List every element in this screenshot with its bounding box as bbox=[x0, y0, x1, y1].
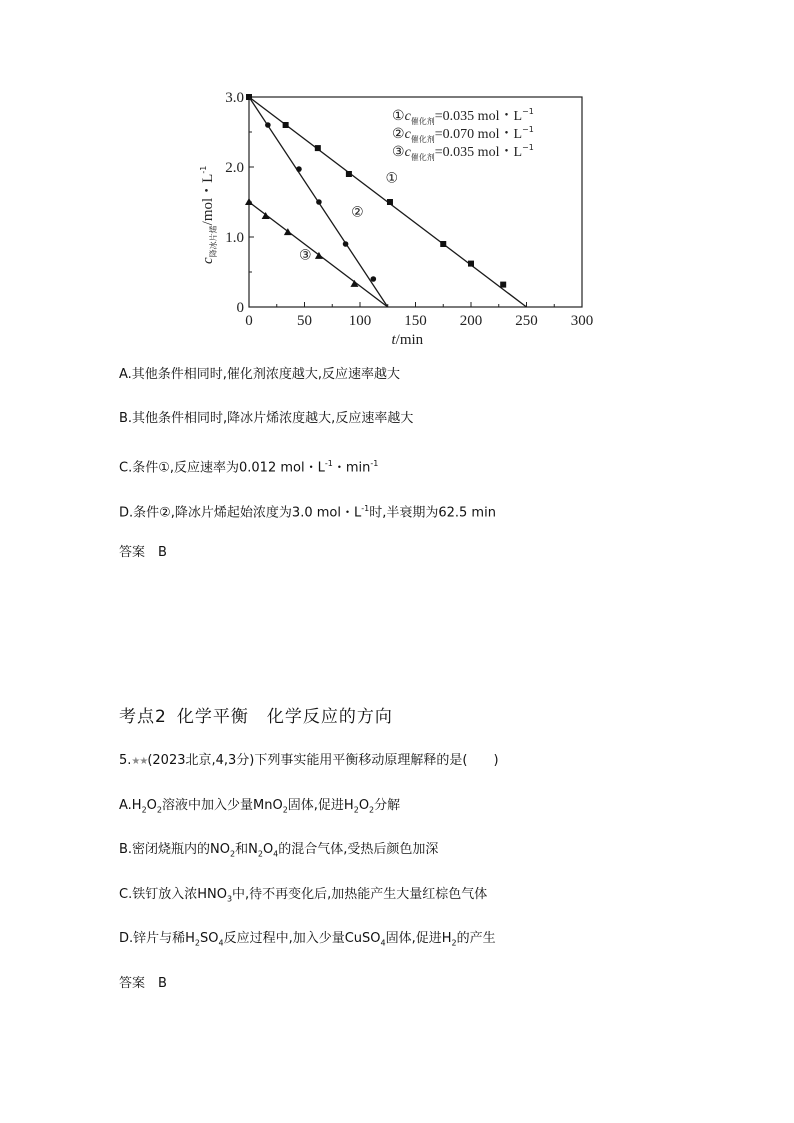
q5c-t2: 中,待不再变化后,加热能产生大量红棕色气体 bbox=[232, 887, 488, 902]
curve-label: ② bbox=[351, 205, 364, 221]
question-5 bbox=[119, 752, 499, 771]
kinetics-chart bbox=[195, 88, 615, 350]
square-marker bbox=[440, 241, 446, 247]
circle-marker bbox=[371, 276, 377, 282]
q5d-s4: 2 bbox=[451, 938, 457, 948]
q5c-s1: 3 bbox=[226, 894, 233, 904]
y-tick-label: 3.0 bbox=[225, 90, 244, 106]
square-marker bbox=[283, 122, 289, 128]
curve-label: ③ bbox=[298, 248, 312, 264]
q5b-t3: O bbox=[262, 842, 274, 857]
option-c bbox=[119, 455, 378, 477]
x-tick-label: 150 bbox=[404, 313, 427, 329]
question-number: 5. bbox=[119, 753, 132, 768]
q5d-s3: 4 bbox=[380, 938, 386, 948]
section-label: 考点2 bbox=[119, 707, 167, 727]
option-d-post: 时,半衰期为62.5 min bbox=[369, 505, 496, 521]
answer-1: 答案 B bbox=[119, 545, 167, 560]
question-text: (2023北京,4,3分)下列事实能用平衡移动原理解释的是( ) bbox=[147, 753, 499, 768]
x-tick-label: 300 bbox=[570, 313, 594, 329]
chart-svg bbox=[195, 88, 615, 350]
option-d-text: D.条件②,降冰片烯起始浓度为3.0 mol・L bbox=[119, 505, 362, 521]
option-b: B.其他条件相同时,降冰片烯浓度越大,反应速率越大 bbox=[119, 411, 414, 426]
q5a-s1: 2 bbox=[141, 805, 147, 815]
circle-marker bbox=[265, 122, 271, 128]
q5b-t2: 和N bbox=[235, 842, 258, 857]
q5d-t1: D.锌片与稀H bbox=[119, 931, 195, 946]
q5c-t1: C.铁钉放入浓HNO bbox=[119, 887, 227, 902]
q5-option-c bbox=[119, 886, 487, 909]
q5a-s3: 2 bbox=[282, 805, 288, 815]
q5a-t1: A.H bbox=[119, 798, 142, 813]
section-heading bbox=[119, 702, 403, 727]
q5a-s4: 2 bbox=[353, 805, 359, 815]
square-marker bbox=[387, 199, 393, 205]
x-tick-label: 200 bbox=[459, 313, 483, 329]
legend-entry: $②c_{催化剂}=0.070$ mol・$L^{-1}$ bbox=[392, 125, 534, 144]
q5b-s3: 4 bbox=[273, 849, 279, 859]
q5d-t4: 固体,促进H bbox=[385, 931, 452, 946]
y-tick-label: 0 bbox=[236, 300, 244, 316]
q5a-t4: 固体,促进H bbox=[287, 798, 354, 813]
q5b-t1: B.密闭烧瓶内的NO bbox=[119, 842, 231, 857]
square-marker bbox=[315, 145, 321, 151]
q5d-t5: 的产生 bbox=[456, 931, 496, 946]
y-axis-label: $c_{降冰片烯}$/mol・$L^{-1}$ bbox=[199, 165, 218, 264]
q5-option-a bbox=[119, 797, 400, 820]
difficulty-stars-icon: ★★ bbox=[131, 756, 148, 767]
q5d-s1: 2 bbox=[194, 938, 201, 948]
option-c-sup1: -1 bbox=[324, 459, 333, 468]
option-c-sup2: -1 bbox=[370, 459, 379, 468]
q5a-t5: O bbox=[358, 798, 370, 813]
section-title: 化学平衡 化学反应的方向 bbox=[176, 707, 393, 727]
legend-entry: $③c_{催化剂}=0.035$ mol・$L^{-1}$ bbox=[392, 143, 534, 162]
option-d bbox=[119, 500, 496, 522]
q5d-s2: 4 bbox=[218, 938, 224, 948]
square-marker bbox=[346, 171, 352, 177]
q5b-t4: 的混合气体,受热后颜色加深 bbox=[278, 842, 439, 857]
circle-marker bbox=[296, 166, 302, 172]
legend-entry: $①c_{催化剂}=0.035$ mol・$L^{-1}$ bbox=[392, 107, 534, 126]
x-tick-label: 100 bbox=[348, 313, 372, 329]
q5a-t6: 分解 bbox=[374, 798, 401, 813]
q5d-t2: SO bbox=[200, 931, 219, 946]
curve-label: ① bbox=[385, 171, 399, 187]
y-tick-label: 2.0 bbox=[225, 160, 244, 176]
y-tick-label: 1.0 bbox=[225, 230, 244, 246]
option-d-sup: -1 bbox=[361, 504, 370, 513]
q5a-t3: 溶液中加入少量MnO bbox=[162, 798, 283, 813]
square-marker bbox=[500, 282, 506, 288]
q5a-s2: 2 bbox=[156, 805, 162, 815]
option-a: A.其他条件相同时,催化剂浓度越大,反应速率越大 bbox=[119, 367, 401, 382]
q5a-s5: 2 bbox=[369, 805, 375, 815]
x-tick-label: 250 bbox=[515, 313, 538, 329]
x-axis-label: t/min bbox=[391, 332, 424, 348]
q5a-t2: O bbox=[146, 798, 157, 813]
option-c-mid: ・min bbox=[332, 460, 371, 476]
x-tick-label: 0 bbox=[245, 313, 253, 329]
circle-marker bbox=[316, 199, 322, 205]
square-marker bbox=[468, 261, 474, 267]
option-c-text: C.条件①,反应速率为0.012 mol・L bbox=[119, 460, 325, 476]
q5b-s1: 2 bbox=[230, 849, 236, 859]
q5b-s2: 2 bbox=[257, 849, 263, 859]
q5-option-b bbox=[119, 841, 438, 864]
answer-2: 答案 B bbox=[119, 976, 167, 991]
circle-marker bbox=[343, 241, 349, 247]
x-tick-label: 50 bbox=[297, 313, 312, 329]
q5d-t3: 反应过程中,加入少量CuSO bbox=[223, 931, 381, 946]
q5-option-d bbox=[119, 930, 496, 953]
